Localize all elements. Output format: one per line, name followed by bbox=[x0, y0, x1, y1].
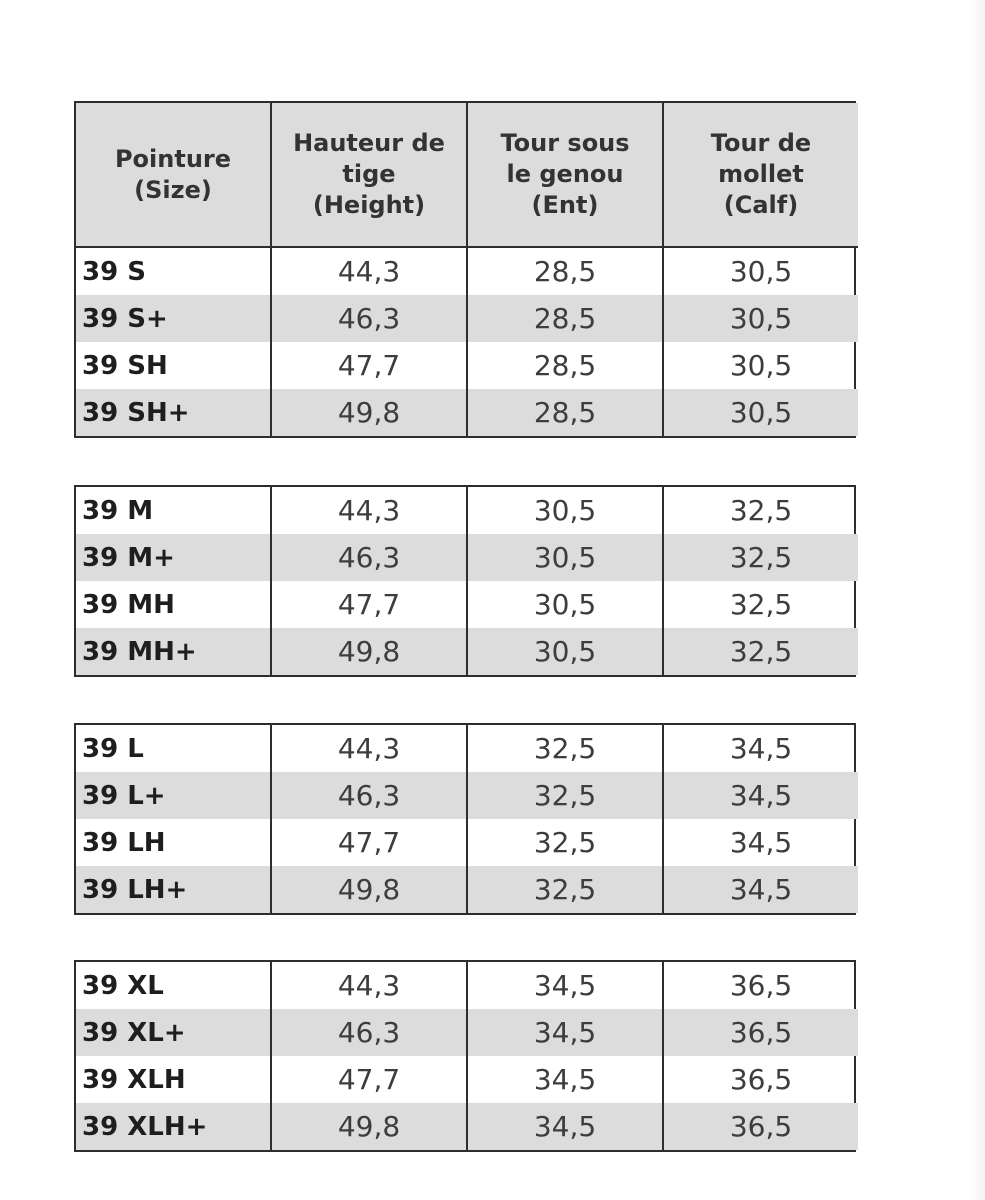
calf-cell: 36,5 bbox=[663, 1009, 858, 1056]
under-knee-cell: 28,5 bbox=[467, 247, 663, 295]
height-cell: 44,3 bbox=[271, 247, 467, 295]
calf-cell: 36,5 bbox=[663, 1056, 858, 1103]
size-cell: 39 S bbox=[82, 256, 146, 287]
size-cell: 39 XLH bbox=[82, 1064, 186, 1095]
size-cell: 39 M bbox=[82, 495, 154, 526]
size-cell: 39 L bbox=[82, 733, 144, 764]
table-row bbox=[76, 628, 858, 675]
under-knee-cell: 28,5 bbox=[467, 342, 663, 389]
table-row bbox=[76, 725, 858, 772]
under-knee-cell: 30,5 bbox=[467, 487, 663, 534]
calf-cell: 32,5 bbox=[663, 628, 858, 675]
table-row bbox=[76, 1103, 858, 1150]
table-row bbox=[76, 247, 858, 295]
height-cell: 47,7 bbox=[271, 819, 467, 866]
calf-cell: 32,5 bbox=[663, 581, 858, 628]
page-edge bbox=[968, 0, 985, 1200]
size-cell: 39 XL bbox=[82, 970, 164, 1001]
table-row bbox=[76, 1056, 858, 1103]
height-cell: 47,7 bbox=[271, 342, 467, 389]
calf-cell: 34,5 bbox=[663, 866, 858, 913]
height-cell: 47,7 bbox=[271, 1056, 467, 1103]
header-calf: Tour de mollet (Calf) bbox=[663, 103, 858, 247]
size-cell: 39 S+ bbox=[76, 295, 271, 342]
under-knee-cell: 30,5 bbox=[467, 628, 663, 675]
size-table bbox=[76, 962, 858, 1150]
height-cell: 49,8 bbox=[271, 628, 467, 675]
header-size: Pointure (Size) bbox=[76, 103, 271, 247]
under-knee-cell: 28,5 bbox=[467, 295, 663, 342]
calf-cell: 30,5 bbox=[663, 247, 858, 295]
size-table-block-l bbox=[74, 723, 856, 915]
under-knee-cell: 30,5 bbox=[467, 534, 663, 581]
height-cell: 46,3 bbox=[271, 1009, 467, 1056]
header-row bbox=[76, 103, 858, 247]
height-cell: 46,3 bbox=[271, 772, 467, 819]
under-knee-cell: 32,5 bbox=[467, 772, 663, 819]
height-cell: 44,3 bbox=[271, 725, 467, 772]
height-cell: 46,3 bbox=[271, 295, 467, 342]
table-row bbox=[76, 581, 858, 628]
size-table-block-xl bbox=[74, 960, 856, 1152]
size-table bbox=[76, 103, 858, 436]
calf-cell: 32,5 bbox=[663, 534, 858, 581]
size-cell: 39 MH+ bbox=[76, 628, 271, 675]
calf-cell: 32,5 bbox=[663, 487, 858, 534]
under-knee-cell: 32,5 bbox=[467, 866, 663, 913]
table-row bbox=[76, 534, 858, 581]
calf-cell: 34,5 bbox=[663, 819, 858, 866]
table-row bbox=[76, 1009, 858, 1056]
calf-cell: 34,5 bbox=[663, 725, 858, 772]
size-cell: 39 SH bbox=[82, 350, 168, 381]
size-cell: 39 M+ bbox=[76, 534, 271, 581]
table-row bbox=[76, 962, 858, 1009]
size-cell: 39 XL+ bbox=[76, 1009, 271, 1056]
under-knee-cell: 34,5 bbox=[467, 1103, 663, 1150]
under-knee-cell: 32,5 bbox=[467, 725, 663, 772]
table-row bbox=[76, 342, 858, 389]
table-row bbox=[76, 819, 858, 866]
height-cell: 47,7 bbox=[271, 581, 467, 628]
size-cell: 39 MH bbox=[82, 589, 175, 620]
table-row bbox=[76, 389, 858, 436]
size-table bbox=[76, 487, 858, 675]
table-row bbox=[76, 487, 858, 534]
height-cell: 44,3 bbox=[271, 962, 467, 1009]
calf-cell: 30,5 bbox=[663, 295, 858, 342]
size-cell: 39 L+ bbox=[76, 772, 271, 819]
under-knee-cell: 28,5 bbox=[467, 389, 663, 436]
height-cell: 46,3 bbox=[271, 534, 467, 581]
calf-cell: 36,5 bbox=[663, 962, 858, 1009]
size-cell: 39 LH+ bbox=[76, 866, 271, 913]
size-table-block-m bbox=[74, 485, 856, 677]
table-row bbox=[76, 772, 858, 819]
header-height: Hauteur de tige (Height) bbox=[271, 103, 467, 247]
under-knee-cell: 30,5 bbox=[467, 581, 663, 628]
size-cell: 39 LH bbox=[82, 827, 166, 858]
size-cell: 39 SH+ bbox=[76, 389, 271, 436]
size-cell: 39 XLH+ bbox=[76, 1103, 271, 1150]
height-cell: 44,3 bbox=[271, 487, 467, 534]
header-under-knee: Tour sous le genou (Ent) bbox=[467, 103, 663, 247]
height-cell: 49,8 bbox=[271, 1103, 467, 1150]
size-table bbox=[76, 725, 858, 913]
size-table-block-s bbox=[74, 101, 856, 438]
under-knee-cell: 34,5 bbox=[467, 1009, 663, 1056]
calf-cell: 30,5 bbox=[663, 342, 858, 389]
table-row bbox=[76, 866, 858, 913]
under-knee-cell: 34,5 bbox=[467, 962, 663, 1009]
height-cell: 49,8 bbox=[271, 389, 467, 436]
calf-cell: 34,5 bbox=[663, 772, 858, 819]
calf-cell: 36,5 bbox=[663, 1103, 858, 1150]
under-knee-cell: 32,5 bbox=[467, 819, 663, 866]
calf-cell: 30,5 bbox=[663, 389, 858, 436]
table-row bbox=[76, 295, 858, 342]
under-knee-cell: 34,5 bbox=[467, 1056, 663, 1103]
height-cell: 49,8 bbox=[271, 866, 467, 913]
